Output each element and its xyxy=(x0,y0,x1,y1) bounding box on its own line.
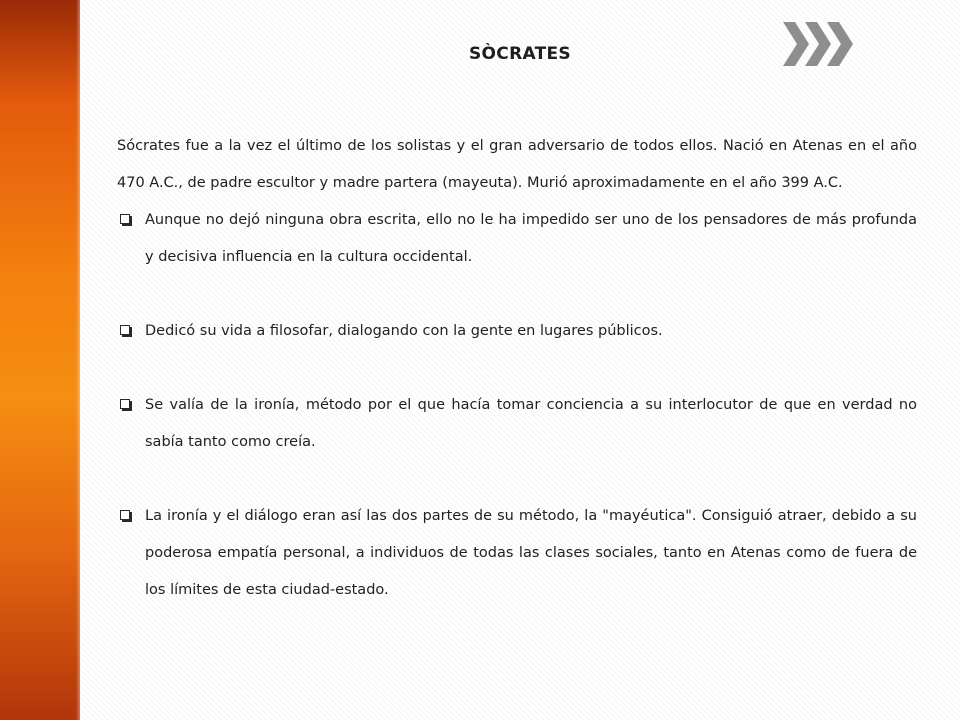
bullet-list xyxy=(117,202,917,609)
bullet-item xyxy=(117,498,917,609)
orange-side-bar xyxy=(0,0,80,720)
bullet-item xyxy=(117,313,917,350)
checkbox-icon xyxy=(120,399,130,409)
checkbox-icon xyxy=(120,214,130,224)
checkbox-icon xyxy=(120,325,130,335)
bullet-text: La ironía y el diálogo eran así las dos partes de su método, la "mayéutica". Consiguió atraer, debido a su poderosa empatía personal, a individuos de todas las clases sociales, tanto en Atenas como de fuera de los límites de esta ciudad-estado. xyxy=(145,508,917,598)
bullet-text: Dedicó su vida a filosofar, dialogando con la gente en lugares públicos. xyxy=(145,323,663,339)
page-title: SÒCRATES xyxy=(469,44,571,64)
content-body xyxy=(117,128,917,609)
checkbox-icon xyxy=(120,510,130,520)
bullet-text: Se valía de la ironía, método por el que hacía tomar conciencia a su interlocutor de que en verdad no sabía tanto como creía. xyxy=(145,397,917,450)
bullet-text: Aunque no dejó ninguna obra escrita, ello no le ha impedido ser uno de los pensadores de más profunda y decisiva influencia en la cultura occidental. xyxy=(145,212,917,265)
intro-paragraph: Sócrates fue a la vez el último de los solistas y el gran adversario de todos ellos. Nació en Atenas en el año 470 A.C., de padre escultor y madre partera (mayeuta). Murió aproximadamente en el año 399 A.C. xyxy=(117,138,917,191)
bullet-item xyxy=(117,387,917,461)
bullet-item xyxy=(117,202,917,276)
